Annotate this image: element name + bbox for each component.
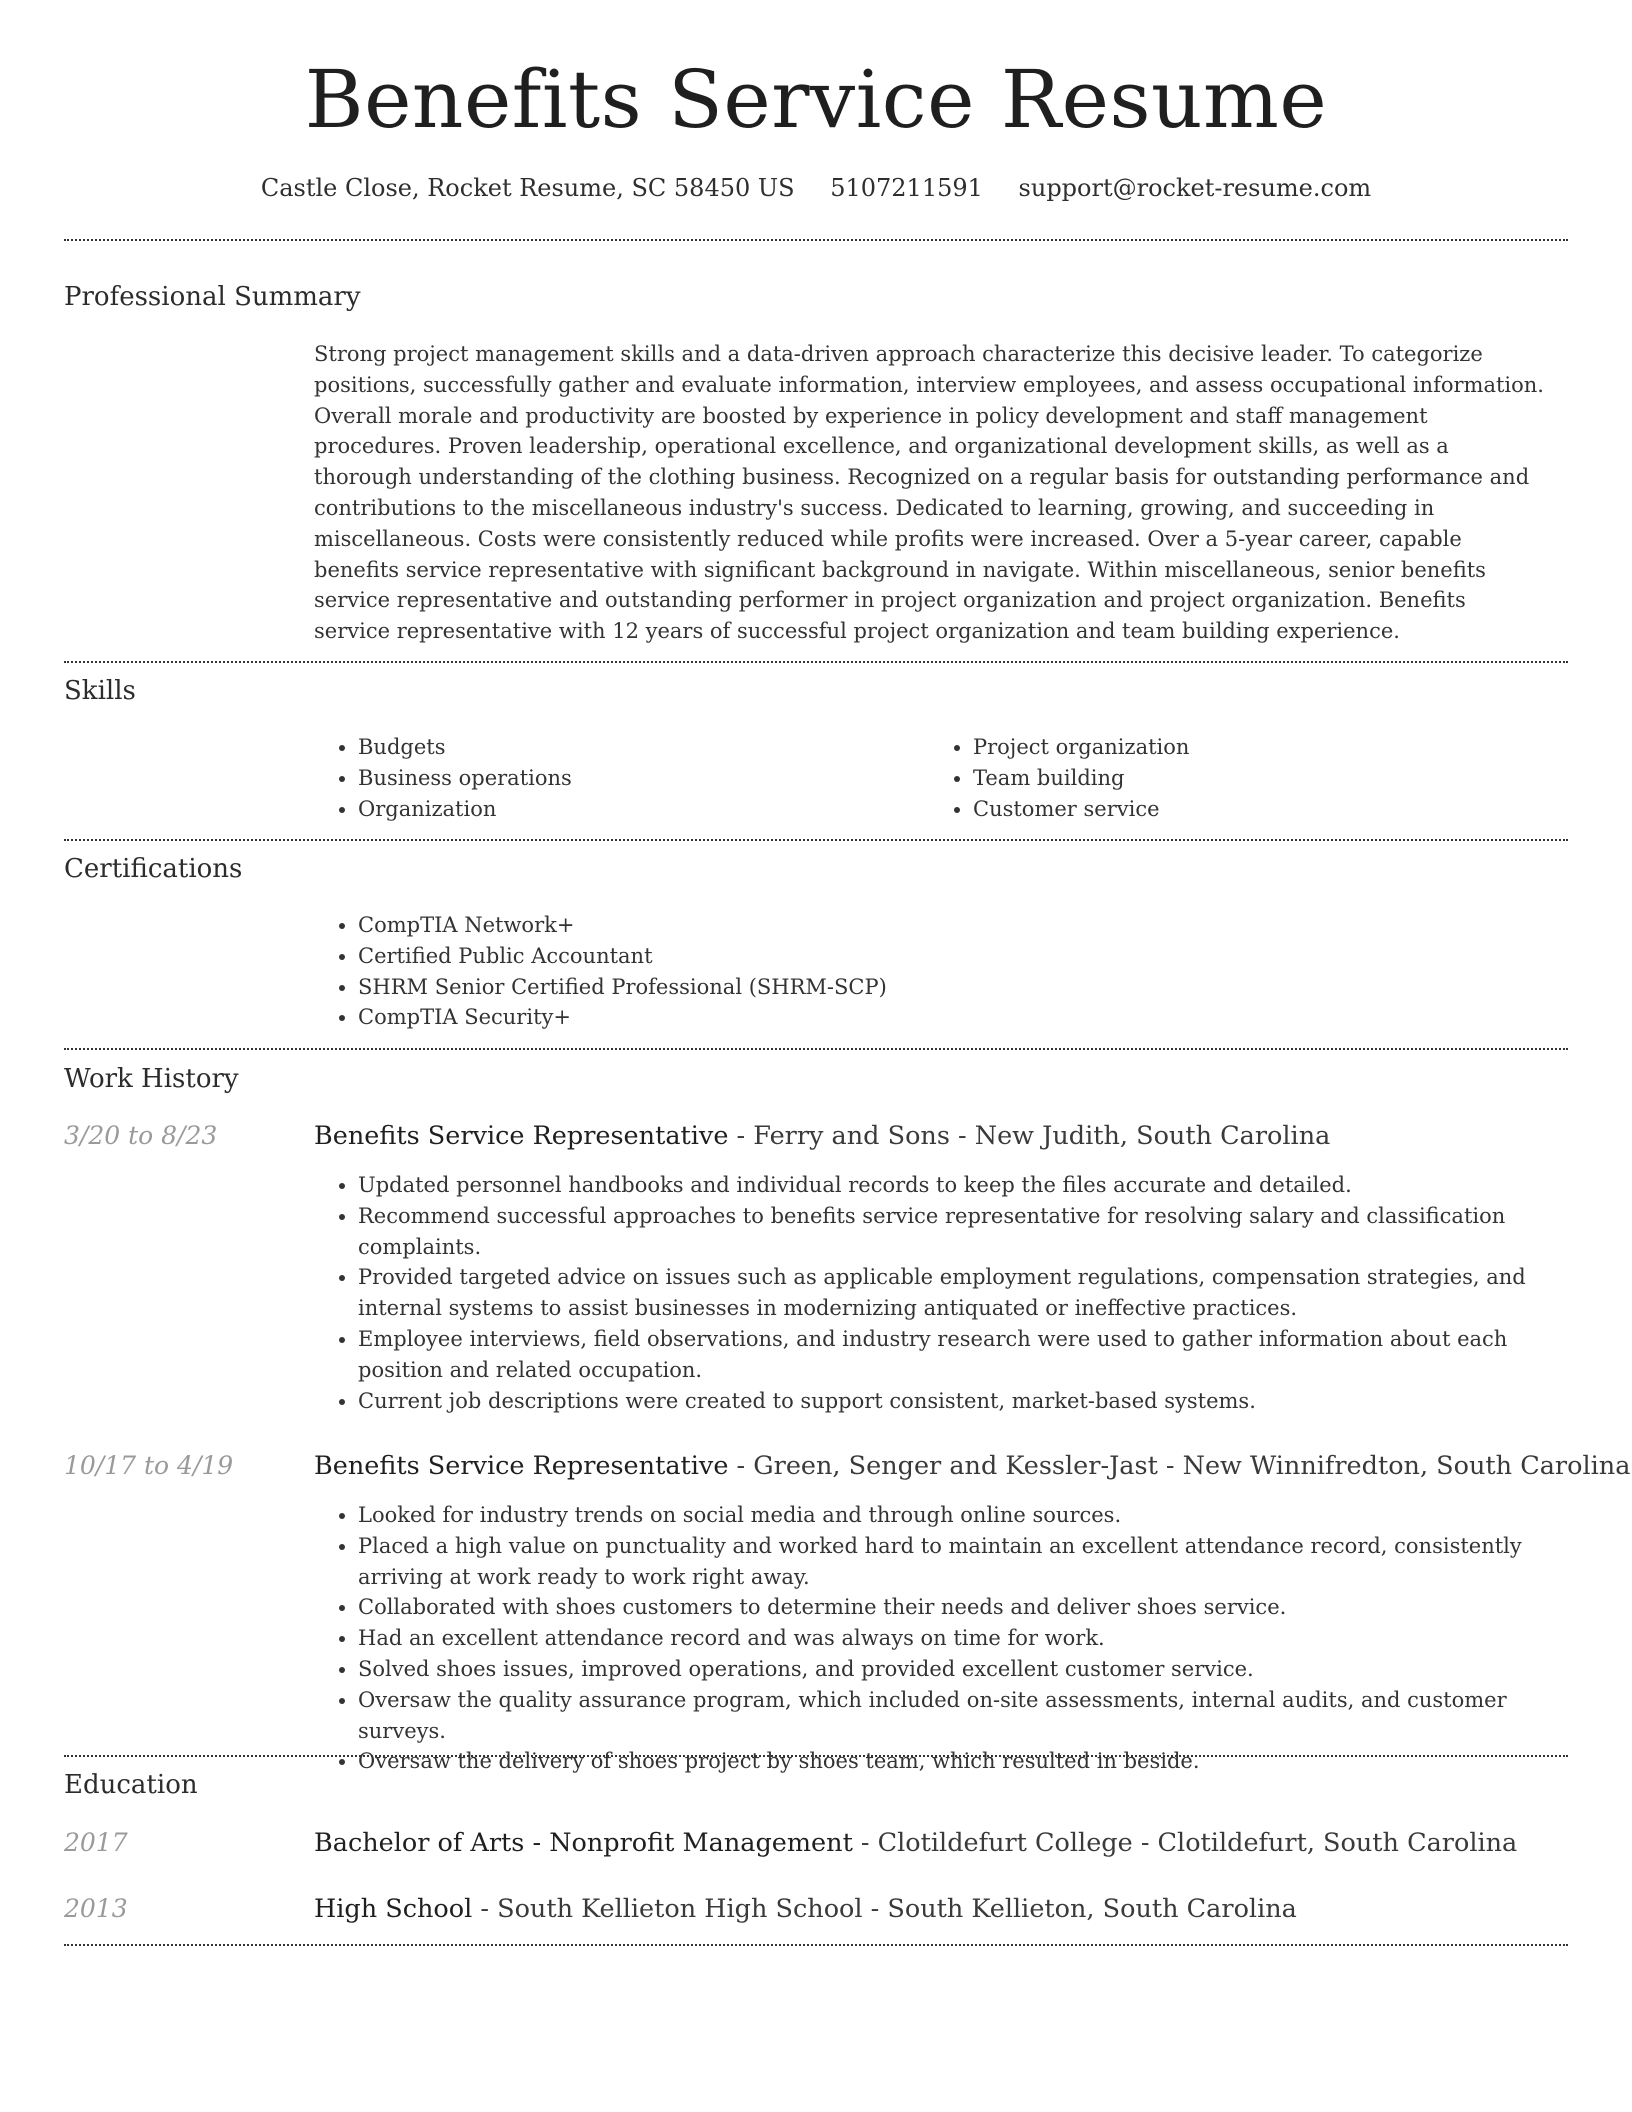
education-details: - Clotildefurt College - Clotildefurt, South Carolina (852, 1828, 1518, 1858)
resume-title: Benefits Service Resume (304, 53, 1328, 146)
job-details: - Green, Senger and Kessler-Jast - New Winnifredton, South Carolina (728, 1451, 1631, 1481)
section-title-education: Education (64, 1770, 198, 1800)
skill-item: • Business operations (358, 763, 914, 794)
section-title-certifications: Certifications (64, 854, 243, 884)
contact-email: support@rocket-resume.com (1018, 174, 1372, 202)
job-bullet: • Had an excellent attendance record and was always on time for work. (358, 1623, 1544, 1654)
job-bullet: • Recommend successful approaches to benefits service representative for resolving salary and classification complaints. (358, 1201, 1544, 1263)
divider (64, 661, 1568, 663)
summary-text: Strong project management skills and a data-driven approach characterize this decisive leader. To categorize positions, successfully gather and evaluate information, interview employees, and assess occupational information. Overall morale and productivity are boosted by experience in policy development and staff management procedures. Proven leadership, operational excellence, and organizational development skills, as well as a thorough understanding of the clothing business. Recognized on a regular basis for outstanding performance and contributions to the miscellaneous industry's success. Dedicated to learning, growing, and succeeding in miscellaneous. Costs were consistently reduced while profits were increased. Over a 5-year career, capable benefits service representative with significant background in navigate. Within miscellaneous, senior benefits service representative and outstanding performer in project organization and project organization. Benefits service representative with 12 years of successful project organization and team building experience. (314, 342, 1544, 644)
divider (64, 839, 1568, 841)
skill-item: • Project organization (973, 732, 1529, 763)
certification-item: • CompTIA Security+ (358, 1002, 1544, 1033)
skill-item: • Team building (973, 763, 1529, 794)
section-title-skills: Skills (64, 676, 136, 706)
section-title-summary: Professional Summary (64, 282, 361, 312)
contact-line (0, 174, 1632, 202)
section-title-work-history: Work History (64, 1064, 239, 1094)
certification-item: • Certified Public Accountant (358, 941, 1544, 972)
job-bullet: • Placed a high value on punctuality and worked hard to maintain an excellent attendance record, consistently arriving at work ready to work right away. (358, 1531, 1544, 1593)
certification-item: • CompTIA Network+ (358, 910, 1544, 941)
contact-address: Castle Close, Rocket Resume, SC 58450 US (260, 174, 795, 202)
education-year: 2013 (64, 1894, 128, 1923)
job-role: Benefits Service Representative (314, 1451, 729, 1481)
job-bullets (314, 1170, 1544, 1416)
education-heading (314, 1828, 1564, 1858)
job-details: - Ferry and Sons - New Judith, South Carolina (728, 1121, 1331, 1151)
contact-phone: 5107211591 (830, 174, 983, 202)
skill-item: • Customer service (973, 794, 1529, 825)
education-heading (314, 1894, 1564, 1924)
divider (64, 1755, 1568, 1757)
certifications-list (314, 910, 1544, 1033)
skills-column-right (929, 732, 1529, 824)
job-dates: 10/17 to 4/19 (64, 1451, 234, 1480)
education-degree: High School (314, 1894, 473, 1924)
education-details: - South Kellieton High School - South Kellieton, South Carolina (472, 1894, 1297, 1924)
job-bullet: • Collaborated with shoes customers to determine their needs and deliver shoes service. (358, 1592, 1544, 1623)
job-bullet: • Employee interviews, field observations, and industry research were used to gather information about each position and related occupation. (358, 1324, 1544, 1386)
job-bullets (314, 1500, 1544, 1777)
skill-item: • Budgets (358, 732, 914, 763)
education-degree: Bachelor of Arts - Nonprofit Management (314, 1828, 853, 1858)
job-bullet: • Updated personnel handbooks and individual records to keep the files accurate and detailed. (358, 1170, 1544, 1201)
job-bullet: • Solved shoes issues, improved operations, and provided excellent customer service. (358, 1654, 1544, 1685)
skill-item: • Organization (358, 794, 914, 825)
skills-column-left (314, 732, 914, 824)
job-bullet: • Oversaw the delivery of shoes project by shoes team, which resulted in beside. (358, 1746, 1544, 1777)
job-heading (314, 1121, 1564, 1151)
job-bullet: • Oversaw the quality assurance program, which included on-site assessments, internal audits, and customer surveys. (358, 1685, 1544, 1747)
job-bullet: • Provided targeted advice on issues such as applicable employment regulations, compensation strategies, and internal systems to assist businesses in modernizing antiquated or ineffective practices. (358, 1262, 1544, 1324)
job-role: Benefits Service Representative (314, 1121, 729, 1151)
job-bullet: • Looked for industry trends on social media and through online sources. (358, 1500, 1544, 1531)
divider (64, 1048, 1568, 1050)
certification-item: • SHRM Senior Certified Professional (SHRM-SCP) (358, 972, 1544, 1003)
job-bullet: • Current job descriptions were created to support consistent, market-based systems. (358, 1386, 1544, 1417)
job-dates: 3/20 to 8/23 (64, 1121, 218, 1150)
divider (64, 1944, 1568, 1946)
education-year: 2017 (64, 1828, 128, 1857)
divider (64, 239, 1568, 241)
job-heading (314, 1451, 1631, 1481)
